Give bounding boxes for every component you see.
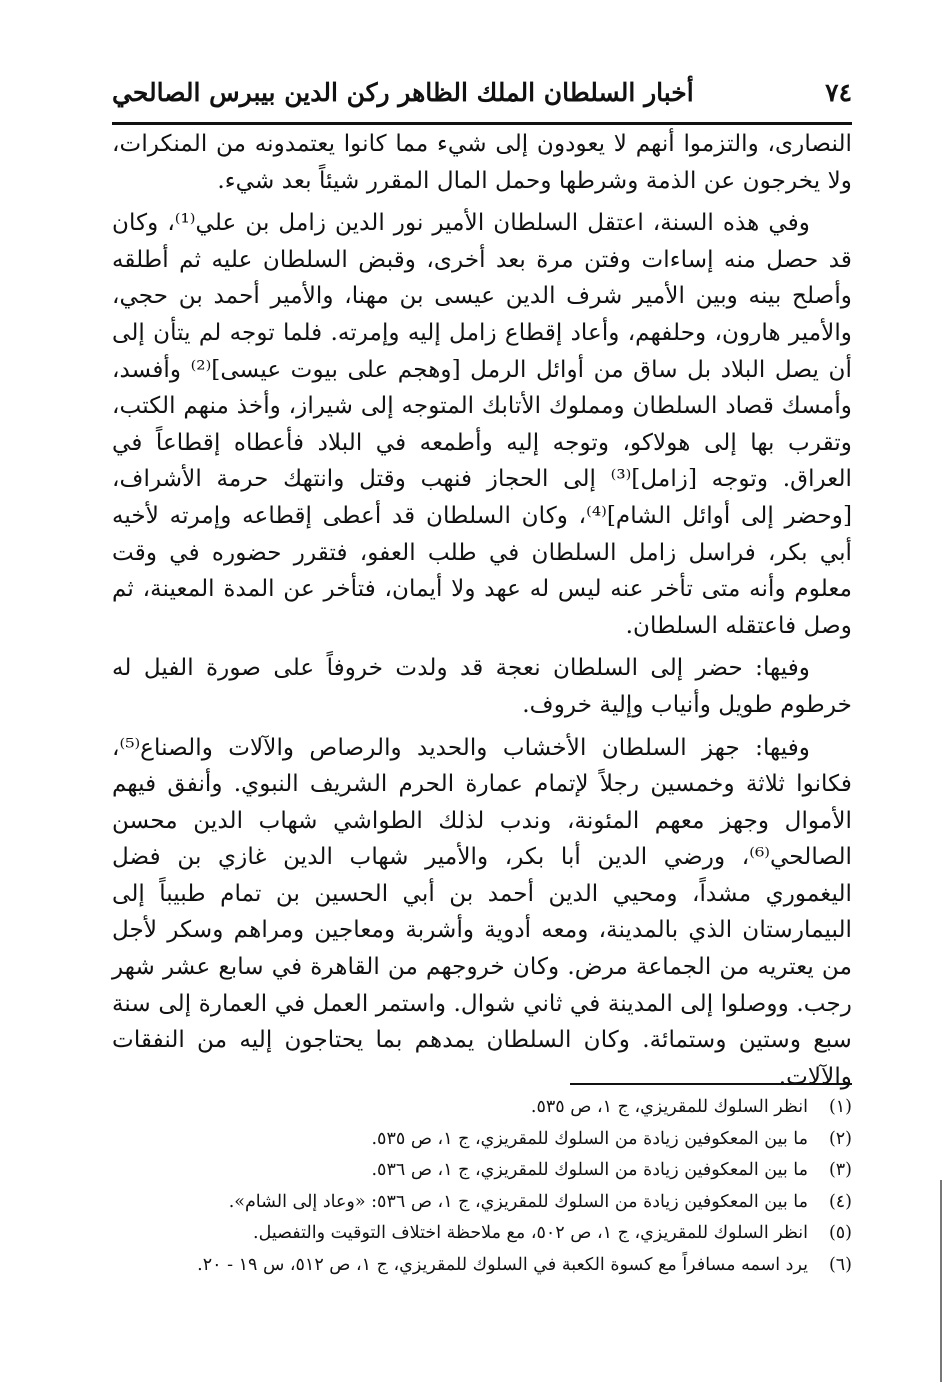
footnote <box>112 1155 852 1187</box>
paragraph: وفي هذه السنة، اعتقل السلطان الأمير نور الدين زامل بن علي⁽¹⁾، وكان قد حصل منه إساءات وفتن مرة بعد أخرى، وقبض السلطان عليه ثم أطلقه وأصلح بينه وبين الأمير شرف الدين عيسى بن مهنا، والأمير أحمد بن حجي، والأمير هارون، وحلفهم، وأعاد إقطاع زامل إليه وإمرته. فلما توجه لم يتأن إلى أن يصل البلاد بل ساق من أوائل الرمل [وهجم على بيوت عيسى]⁽²⁾ وأفسد، وأمسك قصاد السلطان ومملوك الأتابك المتوجه إلى شيراز، وأخذ منهم الكتب، وتقرب بها إلى هولاكو، وتوجه إليه وأطمعه في البلاد فأعطاه إقطاعاً في العراق. وتوجه [زامل]⁽³⁾ إلى الحجاز فنهب وقتل وانتهك حرمة الأشراف، [وحضر إلى أوائل الشام]⁽⁴⁾، وكان السلطان قد أعطى إقطاعه وإمرته لأخيه أبي بكر، فراسل زامل السلطان في طلب العفو، فتقرر حضوره في وقت معلوم وأنه متى تأخر عنه ليس له عهد ولا أيمان، فتأخر عن المدة المعينة، ثم وصل فاعتقله السلطان. <box>112 209 852 639</box>
running-title: أخبار السلطان الملك الظاهر ركن الدين بيبرس الصالحي <box>112 78 694 107</box>
footnote-text: ما بين المعكوفين زيادة من السلوك للمقريزي، ج ١، ص ٥٣٦. <box>371 1160 808 1180</box>
footnote-text: يرد اسمه مسافراً مع كسوة الكعبة في السلوك للمقريزي، ج ١، ص ٥١٢، س ١٩ - ٢٠. <box>197 1254 808 1275</box>
footnote <box>112 1092 852 1124</box>
paragraph: النصارى، والتزموا أنهم لا يعودون إلى شيء مما كانوا يعتمدونه من المنكرات، ولا يخرجون عن الذمة وشرطها وحمل المال المقرر شيئاً بعد شيء. <box>112 130 852 194</box>
header-rule <box>112 122 852 125</box>
footnote-number: (٣) <box>828 1160 852 1180</box>
footnote-number: (٦) <box>828 1254 852 1275</box>
footnote-number: (٤) <box>828 1191 852 1212</box>
footnote-text: انظر السلوك للمقريزي، ج ١، ص ٥٣٥. <box>530 1097 808 1117</box>
paragraph: وفيها: جهز السلطان الأخشاب والحديد والرصاص والآلات والصناع⁽⁵⁾، فكانوا ثلاثة وخمسين رجلاً لإتمام عمارة الحرم الشريف النبوي. وأنفق فيهم الأموال وجهز معهم المئونة، وندب لذلك الطواشي شهاب الدين محسن الصالحي⁽⁶⁾، ورضي الدين أبا بكر، والأمير شهاب الدين غازي بن فضل اليغموري مشداً، ومحيي الدين أحمد بن أبي الحسين بن تمام طبيباً إلى البيمارستان الذي بالمدينة، ومعه أدوية وأشربة ومعاجين ومراهم وسكر لأجل من يعتريه من الجماعة مرض. وكان خروجهم من القاهرة في سابع عشر شهر رجب. ووصلوا إلى المدينة في ثاني شوال. واستمر العمل في العمارة إلى سنة سبع وستين وستمائة. وكان السلطان يمدهم بما يحتاجون إليه من النفقات والآلات. <box>112 733 852 1090</box>
main-text <box>112 126 852 1101</box>
footnote-text: ما بين المعكوفين زيادة من السلوك للمقريزي، ج ١، ص ٥٣٥. <box>371 1128 808 1149</box>
footnote-number: (٢) <box>828 1128 852 1149</box>
paragraph: وفيها: حضر إلى السلطان نعجة قد ولدت خروفاً على صورة الفيل له خرطوم طويل وأنياب وإلية خروف. <box>112 654 852 718</box>
footnote-text: ما بين المعكوفين زيادة من السلوك للمقريزي، ج ١، ص ٥٣٦: «وعاد إلى الشام». <box>228 1191 808 1212</box>
footnote <box>112 1218 852 1250</box>
footnote <box>112 1187 852 1219</box>
running-header <box>112 78 852 107</box>
footnote <box>112 1124 852 1156</box>
footnote <box>112 1250 852 1282</box>
footnote-number: (١) <box>828 1097 852 1117</box>
footnotes <box>112 1092 852 1281</box>
footnote-separator <box>570 1083 852 1085</box>
scan-edge-line <box>940 1180 942 1382</box>
page-number: ٧٤ <box>825 78 852 107</box>
footnote-number: (٥) <box>828 1223 852 1243</box>
footnote-text: انظر السلوك للمقريزي، ج ١، ص ٥٠٢، مع ملاحظة اختلاف التوقيت والتفصيل. <box>253 1223 808 1243</box>
